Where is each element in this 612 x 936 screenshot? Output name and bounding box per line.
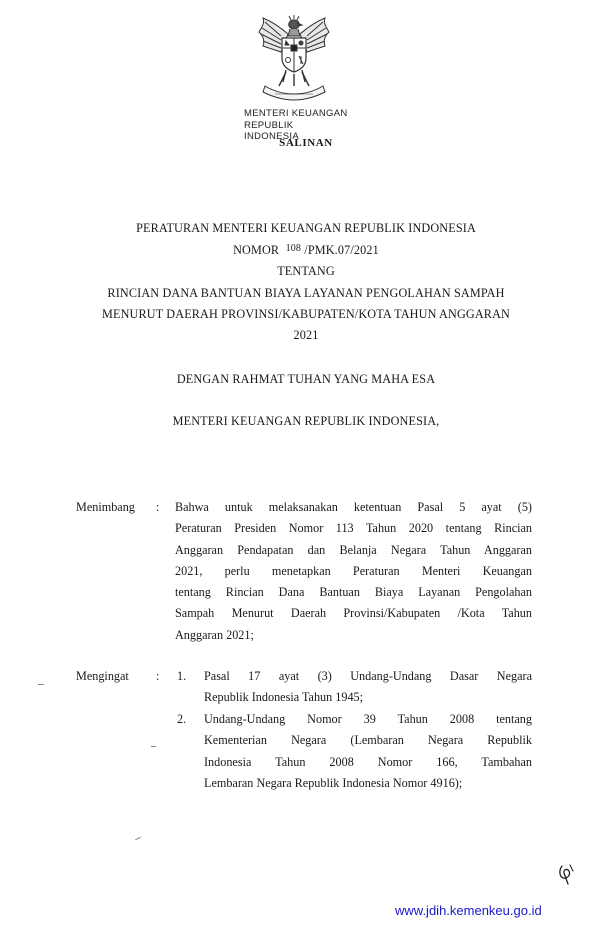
menimbang-label: Menimbang <box>76 500 135 514</box>
menimbang-line: tentang Rincian Dana Bantuan Biaya Layanan Pengolahan <box>175 585 532 600</box>
menimbang-line: Sampah Menurut Daerah Provinsi/Kabupaten /Kota Tahun <box>175 606 532 621</box>
mengingat-item-2 <box>204 709 532 794</box>
subject-line-1: RINCIAN DANA BANTUAN BIAYA LAYANAN PENGOLAHAN SAMPAH <box>107 286 505 300</box>
subject-line-3: 2021 <box>293 328 319 342</box>
menimbang-line: Anggaran Pendapatan dan Belanja Negara Tahun Anggaran <box>175 542 532 557</box>
menimbang-line: Anggaran 2021; <box>175 627 254 642</box>
item-number: 1. <box>177 669 187 683</box>
mengingat-item-1 <box>204 666 532 709</box>
scan-speck <box>151 746 156 747</box>
nomor-prefix: NOMOR <box>233 243 280 257</box>
issuer-line-2: REPUBLIK INDONESIA <box>244 120 299 142</box>
menimbang-line: 2021, perlu menetapkan Peraturan Menteri Keuangan <box>175 563 532 578</box>
tentang-heading: TENTANG <box>277 264 335 278</box>
menimbang-colon: : <box>156 500 160 514</box>
menimbang-text <box>175 497 532 646</box>
item-line: Republik Indonesia Tahun 1945; <box>204 690 364 705</box>
mengingat-colon: : <box>156 669 160 683</box>
copy-mark: SALINAN <box>279 137 333 149</box>
scan-speck <box>38 684 44 685</box>
garuda-emblem-icon <box>253 14 335 104</box>
blessing-line: DENGAN RAHMAT TUHAN YANG MAHA ESA <box>176 372 436 386</box>
item-number: 2. <box>177 712 187 726</box>
item-line: Undang-Undang Nomor 39 Tahun 2008 tentang <box>204 712 532 726</box>
mengingat-label: Mengingat <box>76 669 129 683</box>
item-line: Kementerian Negara (Lembaran Negara Republik <box>204 733 532 748</box>
item-line: Indonesia Tahun 2008 Nomor 166, Tambahan <box>204 754 532 769</box>
issuer-line-1: MENTERI KEUANGAN <box>244 108 348 119</box>
menimbang-line: Peraturan Presiden Nomor 113 Tahun 2020 tentang Rincian <box>175 521 532 536</box>
subject-line-2: MENURUT DAERAH PROVINSI/KABUPATEN/KOTA TAHUN ANGGARAN <box>102 307 510 321</box>
item-line: Lembaran Negara Republik Indonesia Nomor 4916); <box>204 775 463 790</box>
nomor-suffix: /PMK.07/2021 <box>304 243 379 257</box>
menimbang-line: Bahwa untuk melaksanakan ketentuan Pasal 5 ayat (5) <box>175 500 532 514</box>
official-line: MENTERI KEUANGAN REPUBLIK INDONESIA, <box>172 414 440 428</box>
regulation-number <box>0 243 612 258</box>
initial-mark-icon <box>556 862 578 886</box>
regulation-title: PERATURAN MENTERI KEUANGAN REPUBLIK INDONESIA <box>136 221 476 235</box>
item-line: Pasal 17 ayat (3) Undang-Undang Dasar Negara <box>204 669 532 683</box>
scan-speck <box>135 837 141 840</box>
nomor-number: 108 <box>285 243 302 254</box>
website-link[interactable]: www.jdih.kemenkeu.go.id <box>395 903 542 918</box>
